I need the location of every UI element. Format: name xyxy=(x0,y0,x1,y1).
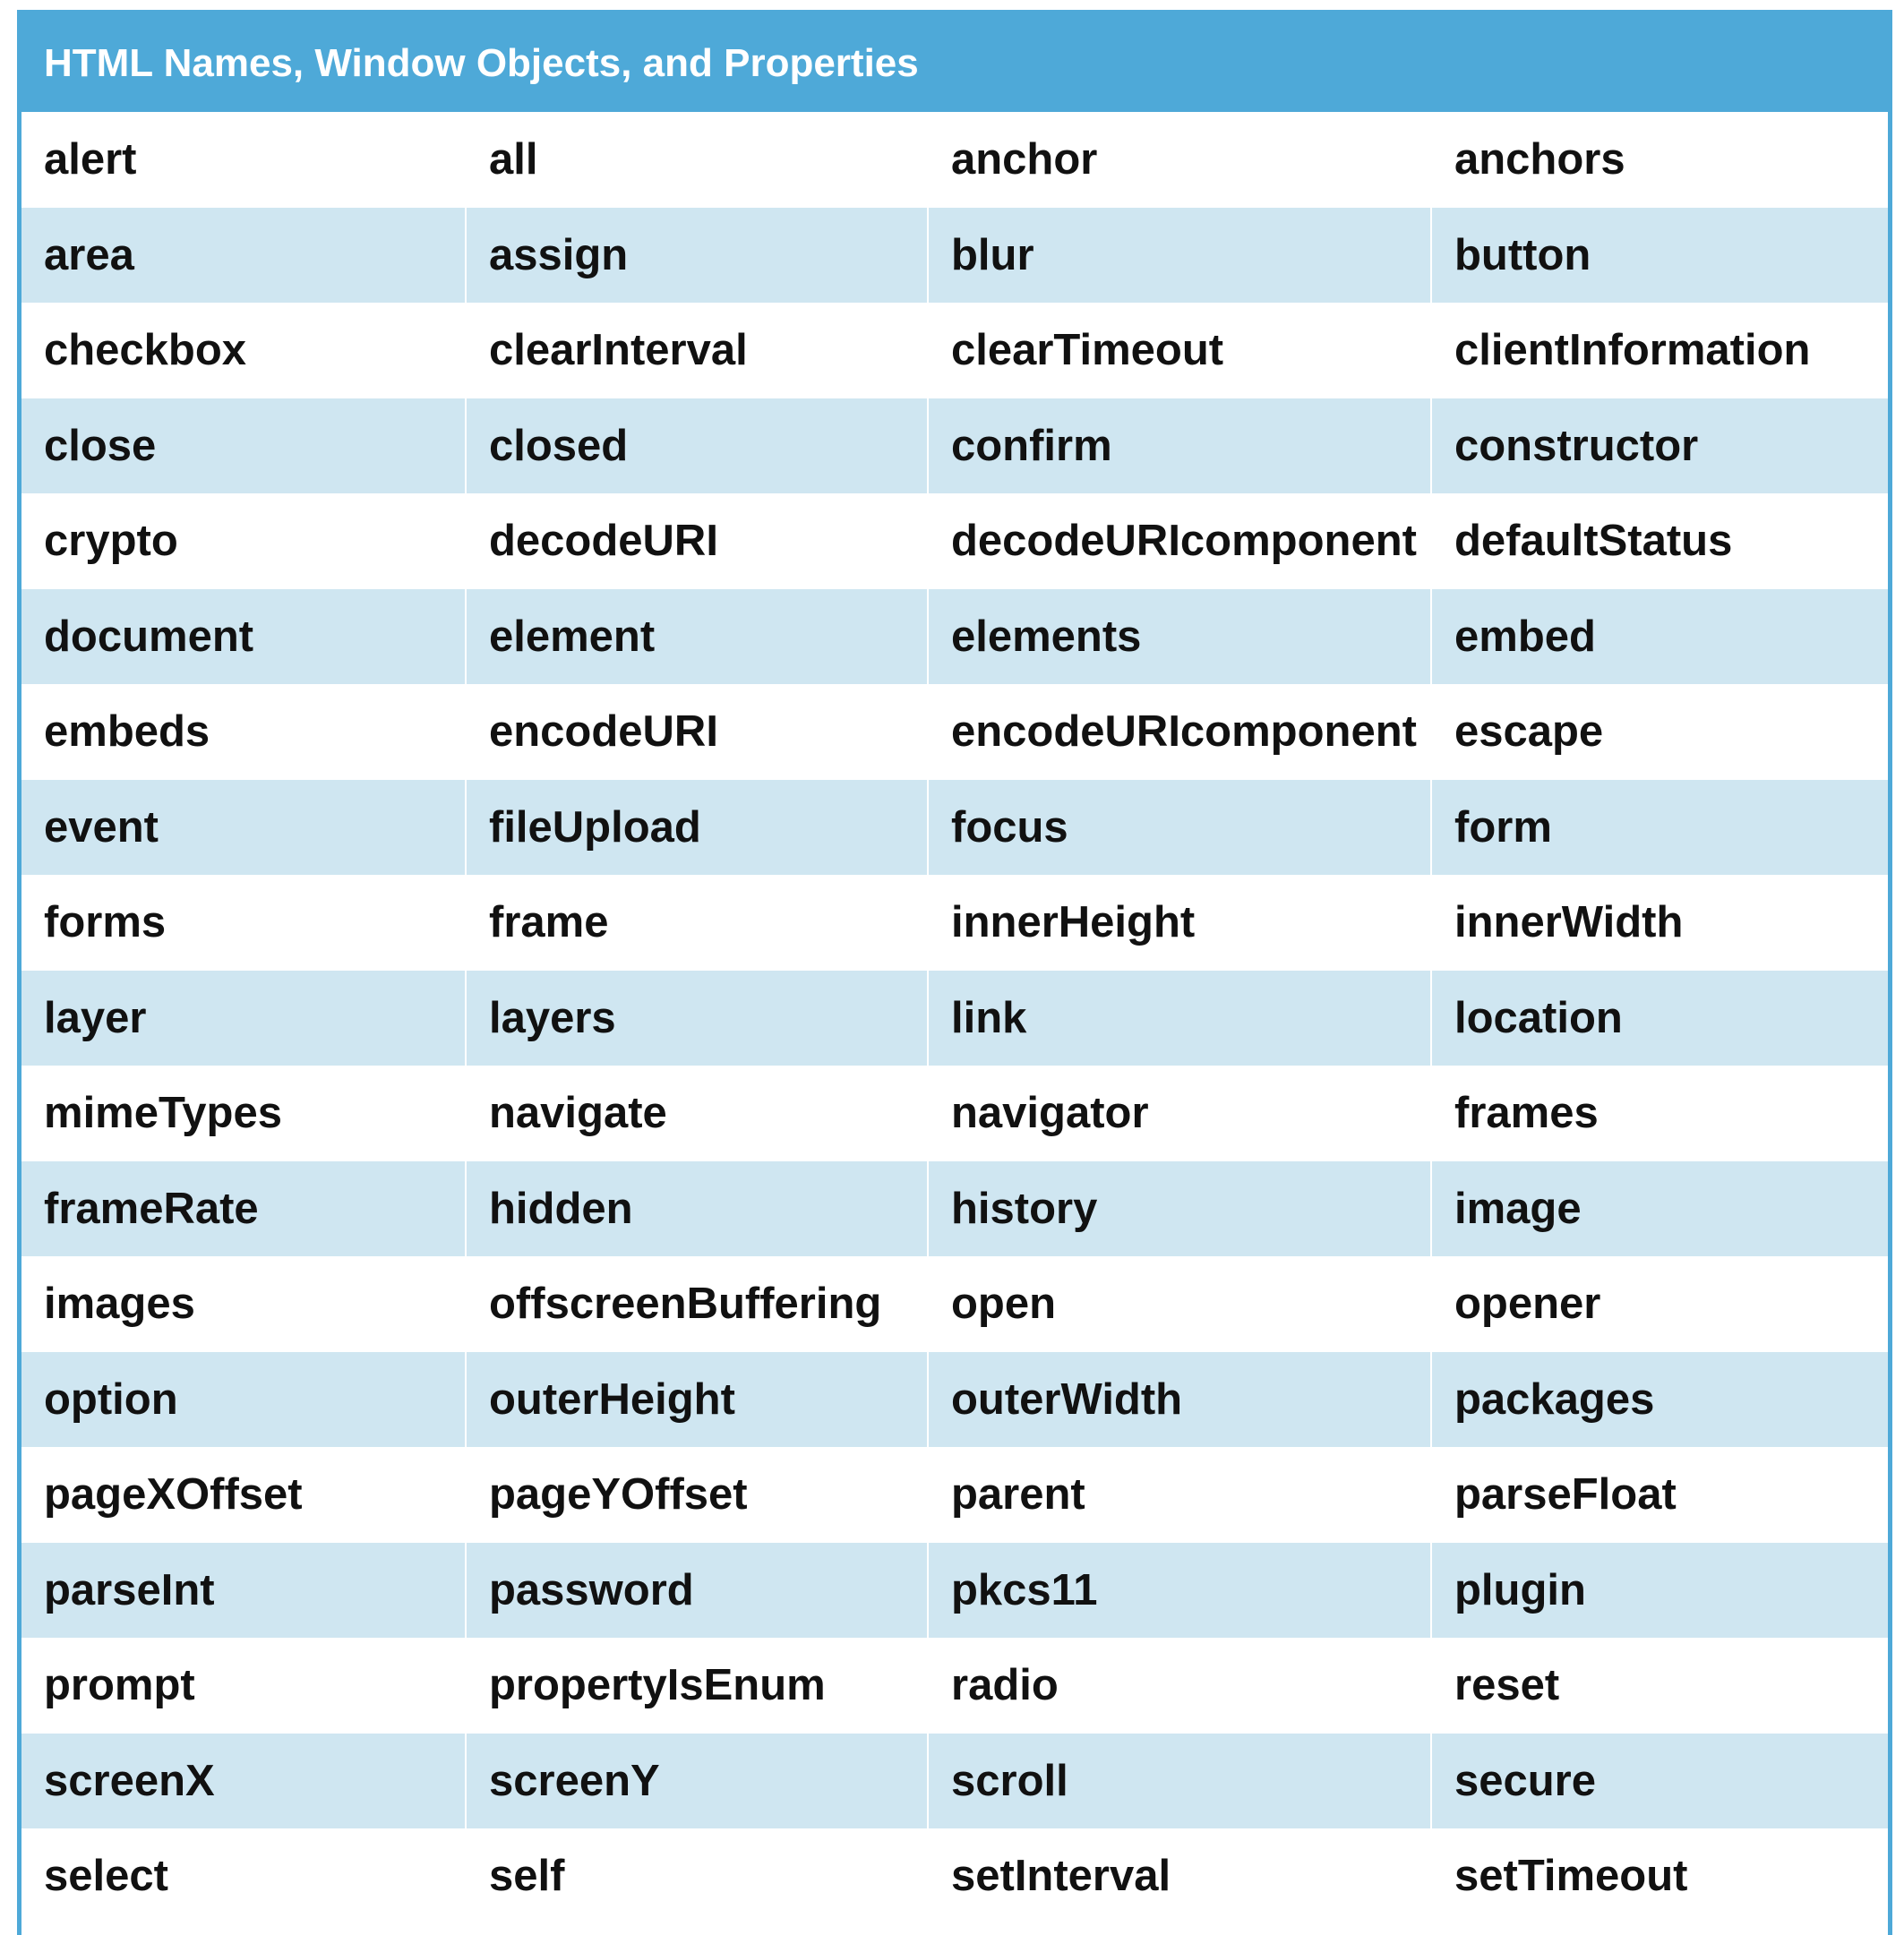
table-cell: frame xyxy=(467,875,929,971)
table-cell: button xyxy=(1454,230,1591,279)
table-cell: reset xyxy=(1454,1661,1560,1710)
table-cell: innerWidth xyxy=(1454,898,1684,947)
table-cell: scroll xyxy=(929,1734,1432,1829)
table-cell: frameRate xyxy=(21,1161,467,1257)
table-cell: offscreenBuffering xyxy=(467,1256,929,1352)
table-cell: clearTimeout xyxy=(929,303,1432,398)
table-cell: prompt xyxy=(21,1638,467,1734)
table-row xyxy=(21,1256,1888,1352)
table-cell: all xyxy=(467,112,929,208)
table-cell: opener xyxy=(1454,1280,1601,1329)
table-cell: form xyxy=(1454,802,1552,852)
table-cell: embeds xyxy=(21,684,467,780)
table-body xyxy=(21,112,1888,1924)
table-cell: pageXOffset xyxy=(21,1447,467,1543)
table-cell: image xyxy=(1454,1184,1582,1233)
table-cell: closed xyxy=(467,398,929,494)
table-cell: clearInterval xyxy=(467,303,929,398)
table-cell: crypto xyxy=(21,493,467,589)
table-row xyxy=(21,971,1888,1066)
table-cell: decodeURIcomponent xyxy=(929,493,1432,589)
table-cell: alert xyxy=(21,112,467,208)
table-cell: radio xyxy=(929,1638,1432,1734)
table-row xyxy=(21,875,1888,971)
table-cell: anchor xyxy=(929,112,1432,208)
table-cell: history xyxy=(929,1161,1432,1257)
table-cell: fileUpload xyxy=(467,780,929,876)
table-cell: area xyxy=(21,208,467,304)
table-cell: defaultStatus xyxy=(1454,517,1733,566)
table-row xyxy=(21,208,1888,304)
table-cell: mimeTypes xyxy=(21,1066,467,1161)
table-row xyxy=(21,589,1888,685)
table-cell: parseInt xyxy=(21,1543,467,1639)
table-cell: outerHeight xyxy=(467,1352,929,1448)
table-row xyxy=(21,1543,1888,1639)
table-cell: element xyxy=(467,589,929,685)
table-row xyxy=(21,398,1888,494)
table-row xyxy=(21,1352,1888,1448)
table-cell: option xyxy=(21,1352,467,1448)
table-cell: propertyIsEnum xyxy=(467,1638,929,1734)
table-row xyxy=(21,1447,1888,1543)
table-title: HTML Names, Window Objects, and Properties xyxy=(21,14,1888,112)
table-cell: pkcs11 xyxy=(929,1543,1432,1639)
table-cell: password xyxy=(467,1543,929,1639)
table-cell: anchors xyxy=(1454,135,1625,184)
table-cell: document xyxy=(21,589,467,685)
table-cell: elements xyxy=(929,589,1432,685)
table-cell: constructor xyxy=(1454,421,1699,470)
table-row xyxy=(21,1734,1888,1829)
table-cell: decodeURI xyxy=(467,493,929,589)
table-cell: innerHeight xyxy=(929,875,1432,971)
table-cell: images xyxy=(21,1256,467,1352)
table-cell: focus xyxy=(929,780,1432,876)
table-cell: packages xyxy=(1454,1374,1655,1424)
table-cell: embed xyxy=(1454,612,1596,661)
table-cell: blur xyxy=(929,208,1432,304)
table-cell: setInterval xyxy=(929,1828,1432,1924)
table-cell: checkbox xyxy=(21,303,467,398)
table-cell: close xyxy=(21,398,467,494)
table-cell: navigator xyxy=(929,1066,1432,1161)
table-cell: event xyxy=(21,780,467,876)
table-cell: escape xyxy=(1454,707,1604,757)
table-cell: parent xyxy=(929,1447,1432,1543)
table-cell: confirm xyxy=(929,398,1432,494)
table-row xyxy=(21,1161,1888,1257)
table-cell: setTimeout xyxy=(1454,1852,1688,1901)
table-cell: screenX xyxy=(21,1734,467,1829)
table-cell: assign xyxy=(467,208,929,304)
table-row xyxy=(21,303,1888,398)
table-cell: frames xyxy=(1454,1089,1599,1138)
table-cell: screenY xyxy=(467,1734,929,1829)
properties-table xyxy=(17,10,1892,1935)
table-cell: outerWidth xyxy=(929,1352,1432,1448)
table-row xyxy=(21,1828,1888,1924)
table-row xyxy=(21,1638,1888,1734)
table-cell: hidden xyxy=(467,1161,929,1257)
table-cell: encodeURIcomponent xyxy=(929,684,1432,780)
table-row xyxy=(21,684,1888,780)
table-row xyxy=(21,112,1888,208)
table-cell: encodeURI xyxy=(467,684,929,780)
table-row xyxy=(21,780,1888,876)
table-cell: open xyxy=(929,1256,1432,1352)
table-cell: plugin xyxy=(1454,1565,1586,1614)
table-cell: location xyxy=(1454,993,1623,1042)
table-cell: secure xyxy=(1454,1756,1597,1805)
table-cell: parseFloat xyxy=(1454,1470,1677,1520)
table-cell: layer xyxy=(21,971,467,1066)
table-cell: layers xyxy=(467,971,929,1066)
table-cell: self xyxy=(467,1828,929,1924)
table-row xyxy=(21,1066,1888,1161)
table-cell: clientInformation xyxy=(1454,326,1811,375)
table-cell: forms xyxy=(21,875,467,971)
table-row xyxy=(21,493,1888,589)
table-cell: select xyxy=(21,1828,467,1924)
table-cell: navigate xyxy=(467,1066,929,1161)
table-cell: link xyxy=(929,971,1432,1066)
table-cell: pageYOffset xyxy=(467,1447,929,1543)
